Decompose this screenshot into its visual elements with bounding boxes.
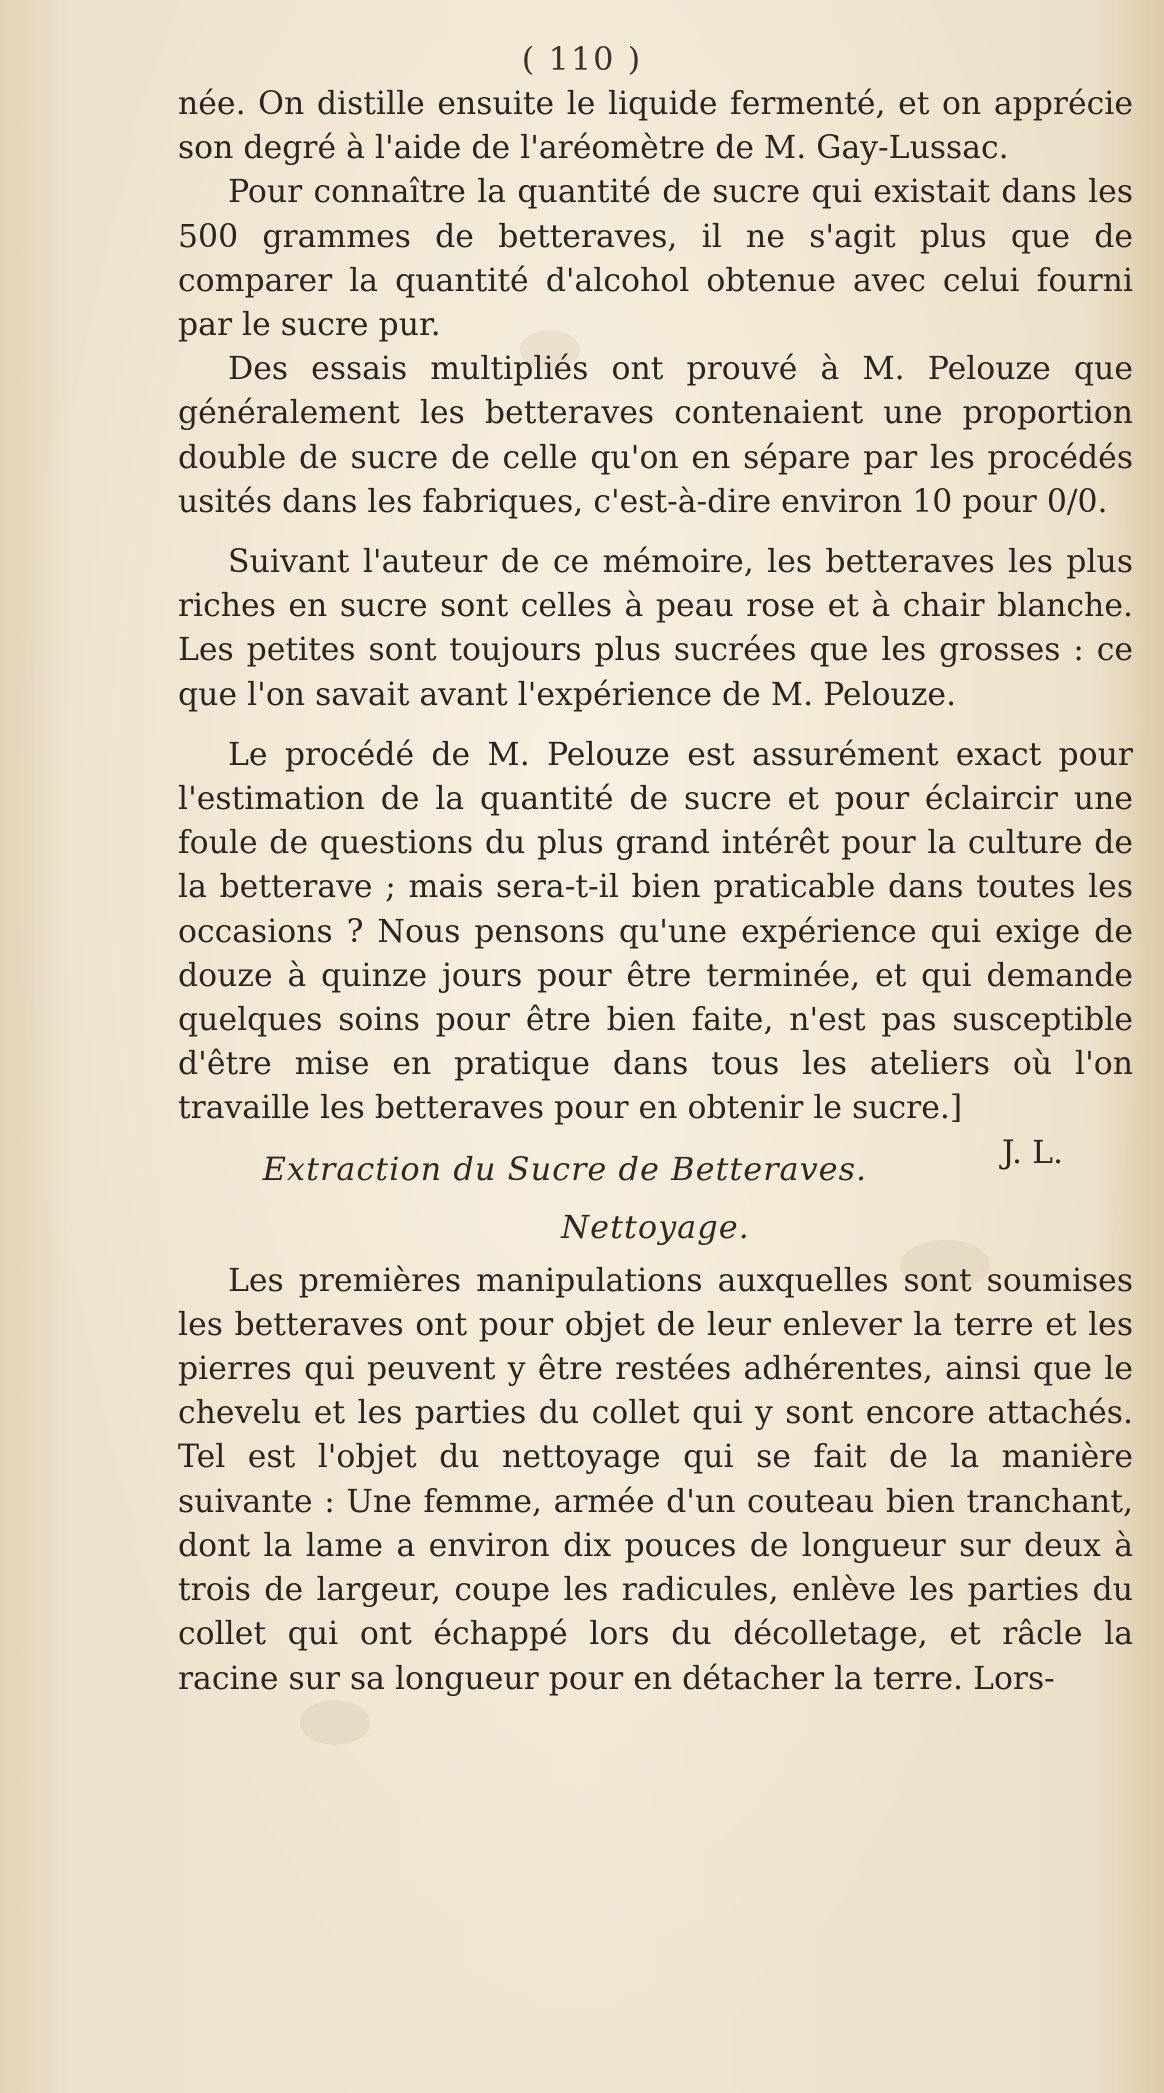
paragraph-cleaning: Les premières manipulations auxquelles sont soumises les betteraves ont pour objet de leur enlever la terre et les pierres qui peuvent y être restées adhérentes, ainsi que le chevelu et les parties du collet qui y sont encore attachés. Tel est l'objet du nettoyage qui se fait de la manière suivante : Une femme, armée d'un couteau bien tranchant, dont la lame a environ dix pouces de longueur sur deux à trois de largeur, coupe les radicules, enlève les parties du collet qui ont échappé lors du décolletage, et râcle la racine sur sa longueur pour en détacher la terre. Lors-	[178, 1262, 1133, 1697]
subsection-title: Nettoyage.	[561, 1207, 750, 1246]
paragraph-procedure-text: Le procédé de M. Pelouze est assurément exact pour l'estimation de la quantité de sucre et pour éclaircir une foule de questions du plus grand intérêt pour la culture de la betterave ; mais sera-t-il bien praticable dans toutes les occasions ? Nous pensons qu'une expérience qui exige de douze à quinze jours pour être terminée, et qui demande quelques soins pour être bien faite, n'est pas susceptible d'être mise en pratique dans tous les ateliers où l'on travaille les betteraves pour en obtenir le sucre.]	[178, 736, 1133, 1127]
section-title: Extraction du Sucre de Betteraves.	[262, 1149, 868, 1188]
paragraph-essays: Des essais multipliés ont prouvé à M. Pelouze que généralement les betteraves contenaient une proportion double de sucre de celle qu'on en sépare par les procédés usités dans les fabriques, c'est-à-dire environ 10 pour 0/0.	[178, 351, 1133, 520]
page-number: ( 110 )	[521, 40, 643, 78]
paragraph-richest-beets: Suivant l'auteur de ce mémoire, les betteraves les plus riches en sucre sont celles à peau rose et à chair blanche. Les petites sont toujours plus sucrées que les grosses : ce que l'on savait avant l'expérience de M. Pelouze.	[178, 544, 1133, 713]
paragraph-sugar-quantity: Pour connaître la quantité de sucre qui existait dans les 500 grammes de betteraves, il ne s'agit plus que de comparer la quantité d'alcohol obtenue avec celui fourni par le sucre pur.	[178, 174, 1133, 344]
author-signature: J. L.	[1001, 1134, 1063, 1171]
paragraph-continuation: née. On distille ensuite le liquide fermenté, et on apprécie son degré à l'aide de l'aréomètre de M. Gay-Lussac.	[178, 86, 1133, 167]
paper-stain	[300, 1700, 370, 1745]
body-text	[178, 82, 1133, 1701]
